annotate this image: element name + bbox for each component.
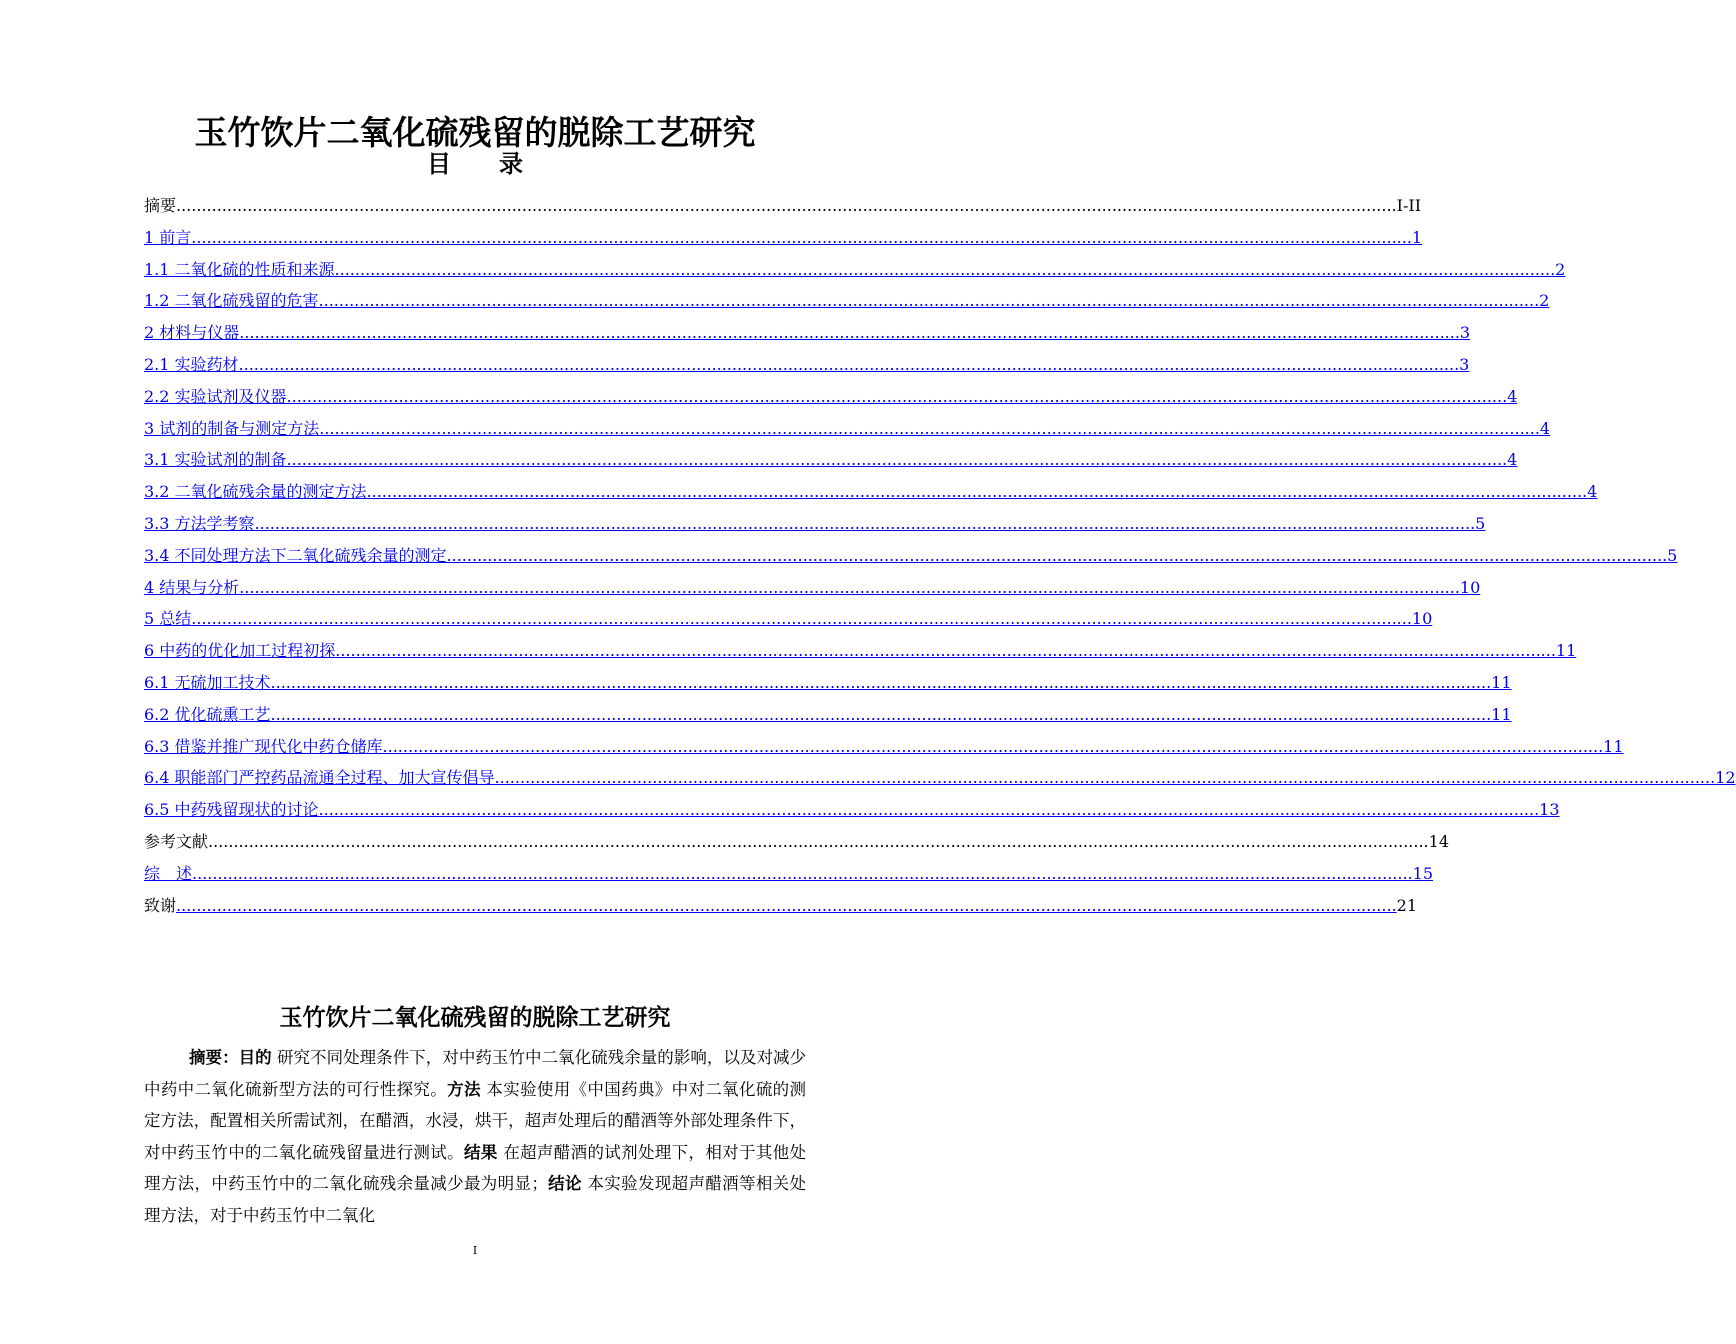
toc-entry-label: 4 结果与分析 <box>144 577 240 597</box>
toc-entry-page: I-II <box>1396 196 1422 215</box>
toc-entry-page: 2 <box>1555 259 1566 279</box>
toc-entry-label: 6.2 优化硫熏工艺 <box>144 704 271 724</box>
abstract-conclusion-text: 本实验发现超声醋酒等相关处理方法，对于中药玉竹中二氧化 <box>144 1174 807 1225</box>
toc-entry-page: 15 <box>1412 863 1433 883</box>
toc-entry[interactable] <box>144 794 1560 826</box>
toc-entry-page: 4 <box>1539 418 1551 438</box>
toc-entry-label: 1.1 二氧化硫的性质和来源 <box>144 259 335 279</box>
abstract-method-keyword: 方法 <box>447 1079 481 1099</box>
toc-leader-dots <box>447 540 1668 572</box>
toc-entry[interactable] <box>144 667 1512 699</box>
abstract-result-text: 在超声醋酒的试剂处理下，相对于其他处理方法，中药玉竹中的二氧化硫残余量减少最为明显； <box>144 1142 807 1193</box>
toc-entry-label: 参考文献 <box>144 831 209 851</box>
toc-entry[interactable] <box>144 762 1736 794</box>
toc-entry-page: 11 <box>1603 736 1624 756</box>
toc-leader-dots <box>319 285 1540 317</box>
toc-entry-page: 4 <box>1587 482 1598 502</box>
toc-entry-page: 11 <box>1555 641 1577 661</box>
toc-entry-label: 综 述 <box>144 863 193 883</box>
toc-leader-dots <box>319 413 1540 445</box>
abstract-result-keyword: 结果 <box>463 1142 498 1162</box>
toc-entry-label: 3.1 实验试剂的制备 <box>144 450 287 470</box>
abstract-purpose-text: 研究不同处理条件下，对中药玉竹中二氧化硫残余量的影响，以及对减少中药中二氧化硫新型方法的可行性探究。 <box>144 1048 807 1099</box>
toc-entry-label: 2.1 实验药材 <box>144 354 239 374</box>
toc-entry <box>144 190 1422 222</box>
toc-leader-dots <box>239 317 1460 349</box>
toc-leader-dots <box>191 222 1412 254</box>
toc-entry-page: 5 <box>1667 545 1678 565</box>
toc-leader-dots <box>176 890 1397 922</box>
page-number: I <box>472 1244 478 1257</box>
abstract-conclusion-keyword: 结论 <box>547 1174 582 1193</box>
abstract-separator: ： <box>222 1048 239 1067</box>
toc-entry[interactable] <box>144 699 1512 731</box>
toc-entry[interactable] <box>144 285 1550 317</box>
toc-entry-page: 21 <box>1396 895 1417 915</box>
toc-entry-link-part[interactable] <box>176 890 1397 922</box>
toc-entry-page: 10 <box>1411 609 1433 629</box>
toc-leader-dots <box>239 349 1460 381</box>
toc-entry[interactable] <box>144 858 1433 890</box>
toc-entry[interactable] <box>144 381 1518 413</box>
toc-entry-page: 3 <box>1459 354 1470 374</box>
toc-entry-page: 12 <box>1715 768 1736 788</box>
toc-leader-dots <box>176 190 1397 222</box>
abstract-paragraph <box>144 1042 806 1231</box>
toc-leader-dots <box>191 603 1412 635</box>
toc-entry[interactable] <box>144 731 1624 763</box>
toc-entry-page: 11 <box>1491 704 1512 724</box>
toc-entry-label: 3.4 不同处理方法下二氧化硫残余量的测定 <box>144 545 447 565</box>
abstract-label: 摘要 <box>189 1048 223 1067</box>
toc-entry[interactable] <box>144 254 1566 286</box>
toc-entry-label: 摘要 <box>144 196 177 215</box>
toc-entry-page: 2 <box>1539 291 1550 311</box>
toc-entry-label: 6.4 职能部门严控药品流通全过程、加大宣传倡导 <box>144 768 495 788</box>
toc-entry-page: 10 <box>1459 577 1481 597</box>
toc-leader-dots <box>335 635 1556 667</box>
toc-entry-page: 4 <box>1507 386 1518 406</box>
toc-entry <box>144 890 1417 922</box>
toc-entry-page: 4 <box>1507 450 1518 470</box>
toc-heading: 目 录 <box>427 150 523 178</box>
toc-entry-label: 2.2 实验试剂及仪器 <box>144 386 287 406</box>
toc-entry[interactable] <box>144 603 1433 635</box>
toc-entry-page: 3 <box>1459 323 1471 343</box>
toc-entry-label: 6.1 无硫加工技术 <box>144 672 271 692</box>
toc-entry-page: 5 <box>1475 513 1486 533</box>
toc-leader-dots <box>287 381 1508 413</box>
toc-leader-dots <box>271 667 1492 699</box>
toc-entry[interactable] <box>144 349 1470 381</box>
toc-entry-page: 13 <box>1539 800 1560 820</box>
toc-entry[interactable] <box>144 222 1423 254</box>
toc-entry[interactable] <box>144 635 1577 667</box>
toc-leader-dots <box>208 826 1429 858</box>
toc-leader-dots <box>239 572 1460 604</box>
toc-entry-label: 6 中药的优化加工过程初探 <box>144 641 336 661</box>
toc-entry-label: 2 材料与仪器 <box>144 323 240 343</box>
toc-entry-label: 1 前言 <box>144 227 192 247</box>
toc-leader-dots <box>255 508 1476 540</box>
abstract-method-text: 本实验使用《中国药典》中对二氧化硫的测定方法，配置相关所需试剂，在醋酒，水浸，烘干，超声处理后的醋酒等外部处理条件下，对中药玉竹中的二氧化硫残留量进行测试。 <box>144 1079 807 1162</box>
abstract-purpose-keyword: 目的 <box>238 1048 272 1067</box>
abstract-title: 玉竹饮片二氧化硫残留的脱除工艺研究 <box>279 1005 671 1031</box>
toc-entry[interactable] <box>144 572 1481 604</box>
table-of-contents <box>144 190 1736 921</box>
toc-entry[interactable] <box>144 508 1486 540</box>
document-title: 玉竹饮片二氧化硫残留的脱除工艺研究 <box>194 113 756 152</box>
toc-entry-label: 3.3 方法学考察 <box>144 513 255 533</box>
toc-leader-dots <box>495 762 1716 794</box>
toc-entry-label: 3 试剂的制备与测定方法 <box>144 418 320 438</box>
toc-entry-label: 致谢 <box>144 895 177 915</box>
toc-leader-dots <box>271 699 1492 731</box>
toc-entry[interactable] <box>144 476 1598 508</box>
toc-leader-dots <box>383 731 1604 763</box>
toc-entry-page: 11 <box>1491 672 1512 692</box>
toc-entry-label: 1.2 二氧化硫残留的危害 <box>144 291 319 311</box>
toc-entry[interactable] <box>144 413 1551 445</box>
toc-entry-label: 5 总结 <box>144 609 192 629</box>
toc-entry-label: 6.3 借鉴并推广现代化中药仓储库 <box>144 736 383 756</box>
toc-leader-dots <box>319 794 1540 826</box>
toc-entry[interactable] <box>144 540 1678 572</box>
toc-leader-dots <box>192 858 1413 890</box>
toc-entry-label: 6.5 中药残留现状的讨论 <box>144 800 319 820</box>
toc-entry[interactable] <box>144 317 1471 349</box>
toc-entry[interactable] <box>144 444 1518 476</box>
toc-entry-page: 1 <box>1411 227 1423 247</box>
toc-leader-dots <box>335 254 1556 286</box>
toc-leader-dots <box>367 476 1588 508</box>
toc-entry-label: 3.2 二氧化硫残余量的测定方法 <box>144 482 367 502</box>
toc-leader-dots <box>287 444 1508 476</box>
toc-entry <box>144 826 1449 858</box>
toc-entry-page: 14 <box>1428 831 1449 851</box>
